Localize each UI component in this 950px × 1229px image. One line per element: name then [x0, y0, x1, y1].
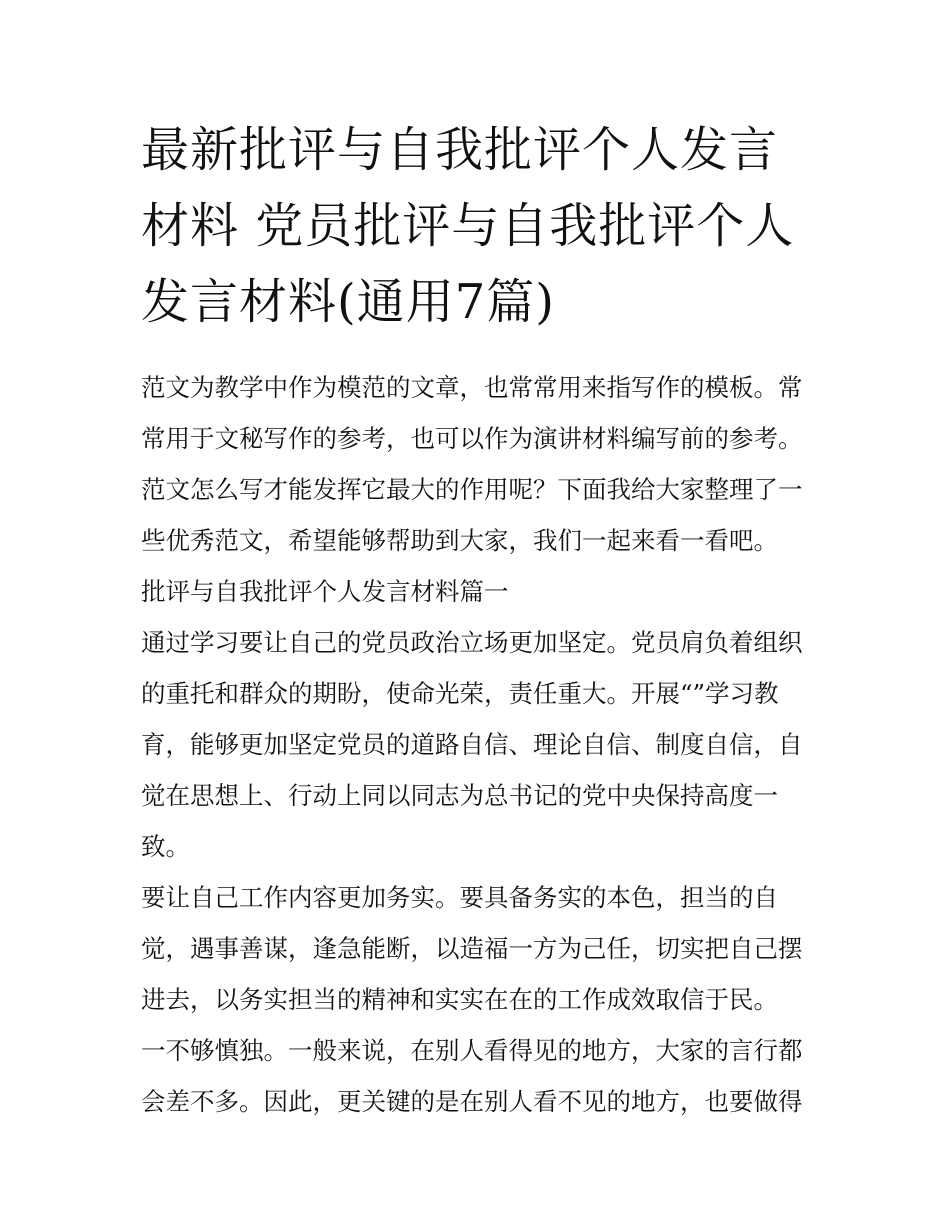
text-line: 要让自己工作内容更加务实。要具备务实的本色，担当的自	[141, 883, 778, 912]
text-line: 觉，遇事善谋，逢急能断，以造福一方为己任，切实把自己摆	[141, 934, 803, 963]
text-line: 的重托和群众的期盼，使命光荣，责任重大。开展“”学习教	[141, 679, 779, 708]
title-line: 材料 党员批评与自我批评个人	[141, 198, 795, 254]
text-line: 进去，以务实担当的精神和实实在在的工作成效取信于民。	[141, 985, 778, 1014]
document-title	[141, 112, 813, 340]
text-line: 觉在思想上、行动上同以同志为总书记的党中央保持高度一	[141, 781, 778, 810]
text-line: 通过学习要让自己的党员政治立场更加坚定。党员肩负着组织	[141, 628, 803, 657]
body-paragraph	[141, 872, 813, 1025]
body-paragraph	[141, 1025, 813, 1127]
text-line: 致。	[141, 832, 190, 861]
intro-paragraph	[141, 362, 813, 566]
document-page	[141, 112, 813, 1127]
text-line: 一不够慎独。一般来说，在别人看得见的地方，大家的言行都	[141, 1036, 803, 1065]
text-line: 常用于文秘写作的参考，也可以作为演讲材料编写前的参考。	[141, 424, 803, 453]
text-line: 范文为教学中作为模范的文章，也常常用来指写作的模板。常	[141, 373, 803, 402]
title-line: 最新批评与自我批评个人发言	[141, 122, 779, 178]
text-line: 些优秀范文，希望能够帮助到大家，我们一起来看一看吧。	[141, 526, 778, 555]
text-line: 范文怎么写才能发挥它最大的作用呢？下面我给大家整理了一	[141, 475, 803, 504]
text-line: 育，能够更加坚定党员的道路自信、理论自信、制度自信，自	[141, 730, 803, 759]
document-body	[141, 362, 813, 1127]
body-paragraph	[141, 617, 813, 872]
title-line: 发言材料(通用7篇)	[141, 274, 555, 330]
section-heading	[141, 566, 813, 617]
text-line: 会差不多。因此，更关键的是在别人看不见的地方，也要做得	[141, 1087, 803, 1116]
text-line: 批评与自我批评个人发言材料篇一	[141, 577, 509, 606]
